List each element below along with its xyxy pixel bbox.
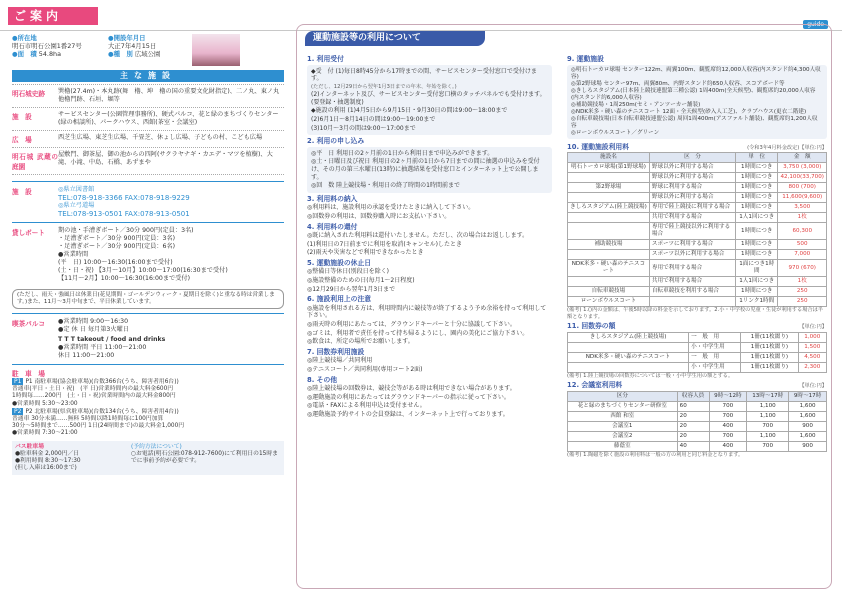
library-tel: TEL:078-918-3366 FAX:078-918-9229 bbox=[58, 194, 190, 202]
table-row bbox=[568, 250, 827, 260]
section-note: 【単位:円】 bbox=[799, 324, 827, 330]
boat-note: (ただし、雨天・強風日は休業日(花見期間・ゴールデンウィーク・夏期日を除く)と重なる時は営業します。)また、11月〜3月中旬まで、平日休業しています。 bbox=[12, 289, 284, 309]
table-cell: 1時間につき bbox=[736, 183, 778, 193]
rule-item: (ただし、12月29日から翌年1月3日までの年末、年始を除く。) bbox=[311, 83, 457, 90]
table-cell bbox=[568, 250, 650, 260]
facility-item: ◎きしろスタジアム(日本陸上競技連盟第三種公認) 1周400m(全天候型)、観覧席約20,000人収容(内スタンド約6,000人収容) bbox=[571, 87, 816, 101]
table-cell: 7,000 bbox=[778, 250, 827, 260]
coupon-table bbox=[567, 332, 827, 373]
table-cell: 1,600 bbox=[789, 431, 827, 441]
table-cell: 4,500 bbox=[798, 352, 826, 362]
table-cell: 400 bbox=[709, 441, 747, 451]
boat-hours: (土・日・祝) 【3月〜10月】10:00〜17:00(16:30まで受付) bbox=[58, 267, 228, 274]
boat-hours: 【11月〜2月】10:00〜16:30(16:00まで受付) bbox=[58, 275, 191, 282]
table-cell bbox=[568, 213, 650, 223]
table-cell: 1時間につき bbox=[736, 203, 778, 213]
section-heading: 11. 回数券の額 bbox=[567, 322, 616, 330]
offices-label: 施 設 bbox=[12, 188, 32, 196]
rule-item: ◎施設整備のための日(毎月1〜2日程度) bbox=[307, 277, 415, 285]
table-row bbox=[568, 411, 827, 421]
p2-title: P2 北駐車場(県営駐車場)(台数134台(うち、障害者用4台)) bbox=[25, 408, 179, 415]
rule-item: ◎ゴミは、利用者で責任を持って持ち帰るようにし、園内の美化にご協力下さい。 bbox=[307, 329, 529, 337]
table-cell: 専用で利用する場合 bbox=[649, 260, 735, 277]
table-row bbox=[568, 332, 827, 342]
rule-item: ◎整備日等休日(別段日を除く) bbox=[307, 268, 389, 276]
table-cell bbox=[568, 223, 650, 240]
table-cell: 花と緑のまちづくりセンター研修室 bbox=[568, 401, 678, 411]
table-cell: 1時間につき bbox=[736, 223, 778, 240]
table-header: 金 額 bbox=[778, 153, 827, 163]
location-value: 明石市明石公園1番27号 bbox=[12, 42, 82, 50]
table-cell: 1,500 bbox=[798, 342, 826, 352]
archery-name: ◎県立弓道場 bbox=[58, 202, 95, 209]
table-cell: 40 bbox=[677, 441, 709, 451]
archery-tel: TEL:078-913-0501 FAX:078-913-0501 bbox=[58, 210, 190, 218]
table-cell: 1枚 bbox=[778, 213, 827, 223]
table-cell: 900 bbox=[789, 421, 827, 431]
rules-title: 運動施設等の利用について bbox=[305, 31, 485, 46]
rule-item: (1)利用日の7日前までに利用を取消(キャンセル)したとき bbox=[307, 240, 462, 248]
facility-value: サービスセンター(公園管理事務所)、硬式パルコ、花と緑のまちづくりセンター(緑の相談所)、パークハウス、西館(茶室・会議室) bbox=[58, 111, 279, 126]
table-cell: 一 般 用 bbox=[689, 332, 741, 342]
table-cell: 1人1回につき bbox=[736, 213, 778, 223]
section-heading: 12. 会議室利用料 bbox=[567, 381, 623, 389]
facility-value: 屋敷門、御茶屋、御の池からの四阿(サクラヤナギ・カエデ・マツを植樹)、大滝、小滝、中島、石橋、あずまや bbox=[58, 151, 273, 166]
facility-item: ◎明石トーカロ球場 センター122m、両翼100m、観覧席約12,000人収容(内スタンド約4,300人収容) bbox=[571, 66, 821, 80]
section-note: 【単位:円】 bbox=[799, 383, 827, 389]
table-row bbox=[568, 223, 827, 240]
table-cell: 250 bbox=[778, 287, 827, 297]
table-cell: 補助競技場 bbox=[568, 240, 650, 250]
table-cell: 3,500 bbox=[778, 203, 827, 213]
table-cell: 1,100 bbox=[747, 411, 789, 421]
coupon-footnote: (備考) 1.陸上競技場の回数券については一般・小中学生用の額とする。 bbox=[567, 372, 734, 379]
table-row bbox=[568, 431, 827, 441]
table-cell: 1,100 bbox=[747, 401, 789, 411]
boat-label: 貸しボート bbox=[12, 229, 45, 237]
table-cell: きしろスタジアム(陸上競技場) bbox=[568, 332, 689, 342]
table-cell: 700 bbox=[747, 441, 789, 451]
fee-footnote: (備考) 1.()内の金額は、午後5時以降の料金を示しております。2.小・中学校の児童・生徒が利用する場合は半額となります。 bbox=[567, 307, 823, 320]
rule-item: ◆受 付 (1)毎日8時45分から17時までの間、サービスセンター受付窓口で受付けます。 bbox=[311, 67, 537, 83]
section-heading: 10. 運動施設利用料 bbox=[567, 142, 629, 151]
p1-badge: P1 bbox=[14, 378, 22, 385]
table-row bbox=[568, 193, 827, 203]
table-cell: 共用で利用する場合 bbox=[649, 277, 735, 287]
guide-badge: guide bbox=[803, 20, 828, 29]
table-cell bbox=[568, 342, 689, 352]
facility-item: ◎ローンボウルスコート／グリーン bbox=[571, 129, 660, 136]
table-cell: 第2野球場 bbox=[568, 183, 650, 193]
table-cell bbox=[649, 297, 735, 307]
library-name: ◎県立図書館 bbox=[58, 186, 95, 193]
table-cell: 自転車競技を利用する場合 bbox=[649, 287, 735, 297]
type-value: 広域公園 bbox=[134, 50, 161, 58]
table-row bbox=[568, 173, 827, 183]
table-header: 13時〜17時 bbox=[747, 391, 789, 401]
ttt-name: T T T takeout / food and drinks bbox=[58, 336, 166, 343]
table-cell: 一 般 用 bbox=[689, 352, 741, 362]
table-cell: 1時間につき bbox=[736, 193, 778, 203]
rule-item: ◎陸上競技場／共同利用 bbox=[307, 357, 373, 365]
table-row bbox=[568, 240, 827, 250]
rules-col-right bbox=[567, 53, 827, 458]
table-cell: 野球以外に利用する場合 bbox=[649, 193, 735, 203]
rule-item: ◎運動施設予約サイトの会員登録は、インターネット上で行っております。 bbox=[307, 410, 509, 418]
rule-item: ◎陸上競技場の回数券は、競技会等がある時は利用できない場合があります。 bbox=[307, 385, 516, 393]
section-heading: 3. 利用料の納入 bbox=[307, 194, 358, 203]
table-cell: 西館 和室 bbox=[568, 411, 678, 421]
facility-row bbox=[12, 148, 284, 175]
table-cell: スポーツに利用する場合 bbox=[649, 240, 735, 250]
table-cell: 1冊(11枚綴り) bbox=[741, 332, 798, 342]
bus-title: バス駐車場 bbox=[15, 443, 44, 450]
ttt-hours: 休日 11:00〜21:00 bbox=[58, 352, 115, 359]
table-cell: 1時間につき bbox=[736, 173, 778, 183]
table-cell: 野球以外に利用する場合 bbox=[649, 173, 735, 183]
table-cell: 700 bbox=[709, 401, 747, 411]
facility-label: 明石城史跡 bbox=[12, 90, 45, 98]
table-cell: 1時間につき bbox=[736, 163, 778, 173]
table-cell: スポーツ以外に利用する場合 bbox=[649, 250, 735, 260]
bus-box bbox=[12, 441, 284, 476]
table-row bbox=[568, 287, 827, 297]
table-cell: 42,100(33,700) bbox=[778, 173, 827, 183]
table-cell: 1時間につき bbox=[736, 240, 778, 250]
table-cell: きしろスタジアム(陸上競技場) bbox=[568, 203, 650, 213]
facility-value: 巽櫓(27.4m)・本丸跡(舞 櫓、坤 櫓の国の重要文化財指定)、二ノ丸、東ノ丸他櫓門跡、石垣、堀等 bbox=[58, 88, 280, 103]
boat-hours: (平 日) 10:00〜16:30(16:00まで受付) bbox=[58, 259, 173, 266]
room-footnote: (備考) 1.陶磁を除く施設の利用料は一般の方の利用と同じ料金となります。 bbox=[567, 451, 744, 458]
boat-row: ・足漕ぎボート／30分 900円(定員：3名) bbox=[58, 235, 176, 242]
bus-fee: ●駐車料金 2,000円／日 bbox=[15, 450, 80, 457]
section-heading: 5. 運動施設の休止日 bbox=[307, 258, 372, 267]
table-cell: 60 bbox=[677, 401, 709, 411]
table-cell: 250 bbox=[778, 297, 827, 307]
rule-item: (2)6月1日〜8月14日の間は9:00〜19:00まで bbox=[311, 115, 436, 123]
facility-item: ◎自転車競技場(日本自転車競技連盟公認) 周回1周400m(アスファルト舗装)、観覧席約1,200人収容 bbox=[571, 115, 818, 129]
table-row bbox=[568, 183, 827, 193]
table-cell: 1枚 bbox=[778, 277, 827, 287]
table-cell: 1時間につき bbox=[736, 250, 778, 260]
section-heading: 2. 利用の申し込み bbox=[307, 137, 365, 146]
facility-label: 広 場 bbox=[12, 136, 32, 144]
boat-row: 期の池・手漕ぎボート／30分 900円(定員：3名) bbox=[58, 227, 194, 234]
table-cell: 藤蔭室 bbox=[568, 441, 678, 451]
table-row bbox=[568, 297, 827, 307]
rule-item: ◎電話・FAXによる利用申込は受付ません。 bbox=[307, 402, 426, 410]
table-cell: 900 bbox=[789, 441, 827, 451]
bus-hours-note: (但し入庫は16:00まで) bbox=[15, 465, 77, 472]
rule-item: ◎既に納入された利用料は還付いたしません。ただし、次の場合はお返しします。 bbox=[307, 232, 529, 240]
rule-item: ◎施設を利用される方は、利用時間内に競技等が終了するよう予め余裕を持って利用して下さい。 bbox=[307, 304, 547, 320]
p2-rate: 30分〜5時間まで……500円 1日(24時間まで)の最大料金1,000円 bbox=[12, 423, 185, 430]
facility-row bbox=[12, 85, 284, 108]
table-cell: 野球に利用する場合 bbox=[649, 183, 735, 193]
p2-badge: P2 bbox=[14, 407, 22, 415]
area-label: ●面 積 bbox=[12, 50, 37, 58]
table-cell: 700 bbox=[709, 411, 747, 421]
table-cell: 1冊(11枚綴り) bbox=[741, 352, 798, 362]
table-cell: 1面につき1時間 bbox=[736, 260, 778, 277]
opened-label: ●開設年月日 bbox=[108, 34, 146, 42]
table-header: 施設名 bbox=[568, 153, 650, 163]
table-cell: 専用で陸上競技に利用する場合 bbox=[649, 203, 735, 213]
table-cell: 1,100 bbox=[747, 431, 789, 441]
rule-item: ◎回 数 陸上競技場・利用日の終了時間の1時間前まで bbox=[311, 182, 460, 190]
facility-label: 明石城 武蔵の庭園 bbox=[12, 153, 58, 171]
table-cell: NDK米多・硬い森のテニスコート bbox=[568, 260, 650, 277]
table-row bbox=[568, 203, 827, 213]
table-cell: 共用で利用する場合 bbox=[649, 213, 735, 223]
table-header: 単 位 bbox=[736, 153, 778, 163]
rules-panel bbox=[296, 24, 832, 589]
facility-row bbox=[12, 108, 284, 131]
table-cell: 700 bbox=[747, 421, 789, 431]
table-cell: 11,600(9,600) bbox=[778, 193, 827, 203]
table-cell: 1リンク1時間 bbox=[736, 297, 778, 307]
table-row bbox=[568, 421, 827, 431]
table-cell: 専用で陸上競技以外に利用する場合 bbox=[649, 223, 735, 240]
rule-item: (3)10月〜3月の間は9:00〜17:00まで bbox=[311, 124, 416, 132]
p2-hours: ●営業時間 7:30〜21:00 bbox=[12, 430, 78, 437]
table-header: 区 分 bbox=[649, 153, 735, 163]
table-cell: 400 bbox=[709, 421, 747, 431]
area-value: 54.8ha bbox=[38, 50, 61, 58]
table-cell: NDK米多・硬い森のテニスコート bbox=[568, 352, 689, 362]
table-cell: 1,600 bbox=[789, 411, 827, 421]
section-heading: 4. 利用料の還付 bbox=[307, 222, 358, 231]
table-cell: 野球以外に利用する場合 bbox=[649, 163, 735, 173]
p1-title: P1 南駐車場(協会駐車場)(台数366台(うち、障害者用6台)) bbox=[25, 379, 179, 385]
table-cell: 2,300 bbox=[798, 362, 826, 372]
table-cell: 明石トーカロ球場(第1野球場) bbox=[568, 163, 650, 173]
table-cell: 970 (670) bbox=[778, 260, 827, 277]
table-cell: 20 bbox=[677, 411, 709, 421]
table-cell: 小・中学生用 bbox=[689, 362, 741, 372]
facilities-title: 主な施設 bbox=[12, 70, 284, 82]
facility-item: ◎NDK米多・硬い森のテニスコート 12面・全天候型(砂入人工芝)、クラブハウス(更衣二階建) bbox=[571, 108, 807, 115]
rule-item: ◎飲食は、所定の場所でお願いします。 bbox=[307, 338, 414, 346]
bus-reserve-text: ○お電話(明石公園:078-912-7600)にて利用日の15時までに事前予約が必要です。 bbox=[131, 450, 278, 465]
cafe-hours: ●営業時間 9:00〜16:30 bbox=[58, 318, 129, 325]
table-cell: 3,750 (3,000) bbox=[778, 163, 827, 173]
table-cell: 800 (700) bbox=[778, 183, 827, 193]
p1-rate: 1時間毎……200円 (土・日・祝)営業時間内の最大料金800円 bbox=[12, 393, 176, 400]
parking-title: 駐 車 場 bbox=[12, 370, 45, 378]
table-row bbox=[568, 362, 827, 372]
room-table bbox=[567, 391, 827, 452]
section-heading: 8. その他 bbox=[307, 375, 338, 384]
rule-item: ◎12月29日から翌年1月3日まで bbox=[307, 285, 396, 293]
table-cell: 1,000 bbox=[798, 332, 826, 342]
rule-item: ◎土・日曜日及び祝日 利用日の2ヶ月前の1日から7日までの間に抽選の申込みを受付け、その月の第三水曜日(13時)に抽選結果を受付窓口とインターネット上で公開します。 bbox=[311, 158, 540, 181]
table-row bbox=[568, 260, 827, 277]
park-info bbox=[12, 34, 284, 68]
rule-item: ◎運動施設の利用にあたってはグラウンドキーパーの指示に従って下さい。 bbox=[307, 393, 510, 401]
cafe-closed: ●定 休 日 毎月第3火曜日 bbox=[58, 326, 129, 333]
cafe-box bbox=[12, 313, 284, 364]
cafe-name: 喫茶パルコ bbox=[12, 320, 45, 328]
p1-hours: ●営業時間 5:30〜23:00 bbox=[12, 400, 78, 407]
boat-row: ・足漕ぎボート／30分 900円(定員：6名) bbox=[58, 243, 176, 250]
rule-item: (2)雨天や災害などで利用できなかったとき bbox=[307, 249, 424, 257]
parking-box bbox=[12, 364, 284, 438]
table-row bbox=[568, 163, 827, 173]
table-cell: 会議室2 bbox=[568, 431, 678, 441]
table-header: 収容人員 bbox=[677, 391, 709, 401]
table-row bbox=[568, 352, 827, 362]
facility-value: 西芝生広場、東芝生広場、千畳芝、休ょし広場、子どもの村、こども広場 bbox=[58, 134, 263, 141]
rule-item: ◎テニスコート／共同利用(専用コート2面) bbox=[307, 366, 423, 373]
boat-box bbox=[12, 222, 284, 287]
p1-rate: 普通車(平日・土日・祝) (平 日)営業時間内の最大料金600円 bbox=[12, 386, 174, 393]
section-heading: 9. 運動施設 bbox=[567, 55, 604, 63]
table-cell: 500 bbox=[778, 240, 827, 250]
facility-label: 施 設 bbox=[12, 113, 32, 121]
table-row bbox=[568, 213, 827, 223]
rule-item: ◎平 日 利用日の2ヶ月前の1日から利用日まで申込みができます。 bbox=[311, 149, 494, 157]
table-cell: 60,300 bbox=[778, 223, 827, 240]
section-note: (令和3年4月料金改定)【単位:円】 bbox=[747, 144, 827, 151]
facility-item: ◎第2野球場 センター97m、両翼80m、内野スタンド約650人収容、スコアボード等 bbox=[571, 80, 785, 87]
section-heading: 1. 利用受付 bbox=[307, 55, 344, 63]
table-cell: 1人1回につき bbox=[736, 277, 778, 287]
table-cell: 1,600 bbox=[789, 401, 827, 411]
p2-rate: 普通車 30分未満……無料 5時間以降1時間毎に100円加算 bbox=[12, 416, 164, 423]
table-cell: 会議室1 bbox=[568, 421, 678, 431]
rule-item: ◎回数券の利用は、回数券購入時にお支払い下さい。 bbox=[307, 212, 451, 220]
ttt-hours: ●営業時間 平日 11:00〜21:00 bbox=[58, 344, 147, 351]
left-column bbox=[12, 34, 284, 475]
table-cell bbox=[568, 173, 650, 183]
table-cell: 1時間につき bbox=[736, 287, 778, 297]
table-row bbox=[568, 342, 827, 352]
facility-item: ◎補助競技場・1周250m(セミ・アンツーカー舗装) bbox=[571, 101, 701, 108]
rule-item: ◎雨天時の利用にあたっては、グラウンドキーパーと十分に協議して下さい。 bbox=[307, 321, 516, 329]
boat-hours-title: ●営業時間 bbox=[58, 251, 89, 258]
rule-item: (2)インターネット及び、サービスセンター受付窓口横のタッチパネルでも受付けます。(要登録・抽選制度) bbox=[311, 91, 546, 106]
type-label: ●種 別 bbox=[108, 50, 133, 58]
facilities-list bbox=[12, 84, 284, 175]
table-cell bbox=[568, 277, 650, 287]
table-cell bbox=[568, 362, 689, 372]
rules-col-left bbox=[307, 53, 552, 420]
table-cell: 20 bbox=[677, 431, 709, 441]
table-header: 区分 bbox=[568, 391, 678, 401]
table-cell: ローンボウルスコート bbox=[568, 297, 650, 307]
table-header: 9時〜12時 bbox=[709, 391, 747, 401]
section-heading: 7. 回数券利用施設 bbox=[307, 347, 365, 356]
rule-item: ◆施設の利用 (1)4月5日から9月15日・9月30日の間は9:00〜18:00まで bbox=[311, 107, 508, 115]
table-row bbox=[568, 401, 827, 411]
section-heading: 6. 施設利用上の注意 bbox=[307, 295, 372, 304]
facility-row bbox=[12, 131, 284, 148]
table-header: 9時〜17時 bbox=[789, 391, 827, 401]
table-cell bbox=[568, 193, 650, 203]
table-cell: 小・中学生用 bbox=[689, 342, 741, 352]
table-cell: 自転車競技場 bbox=[568, 287, 650, 297]
offices-box bbox=[12, 181, 284, 222]
rule-item: ◎利用料は、施設利用の承認を受けたときに納入して下さい。 bbox=[307, 204, 475, 212]
location-label: ●所在地 bbox=[12, 34, 37, 42]
bus-reserve-title: (予約方法について) bbox=[131, 443, 182, 450]
opened-value: 大正7年4月15日 bbox=[108, 42, 157, 50]
table-row bbox=[568, 441, 827, 451]
table-cell: 700 bbox=[709, 431, 747, 441]
table-row bbox=[568, 277, 827, 287]
park-photo bbox=[192, 34, 240, 66]
table-cell: 1冊(11枚綴り) bbox=[741, 342, 798, 352]
table-cell: 20 bbox=[677, 421, 709, 431]
page-title: ご案内 bbox=[8, 7, 98, 25]
fee-table bbox=[567, 152, 827, 307]
table-cell: 1冊(11枚綴り) bbox=[741, 362, 798, 372]
bus-hours: ●利用時間 8:30〜17:30 bbox=[15, 458, 81, 465]
